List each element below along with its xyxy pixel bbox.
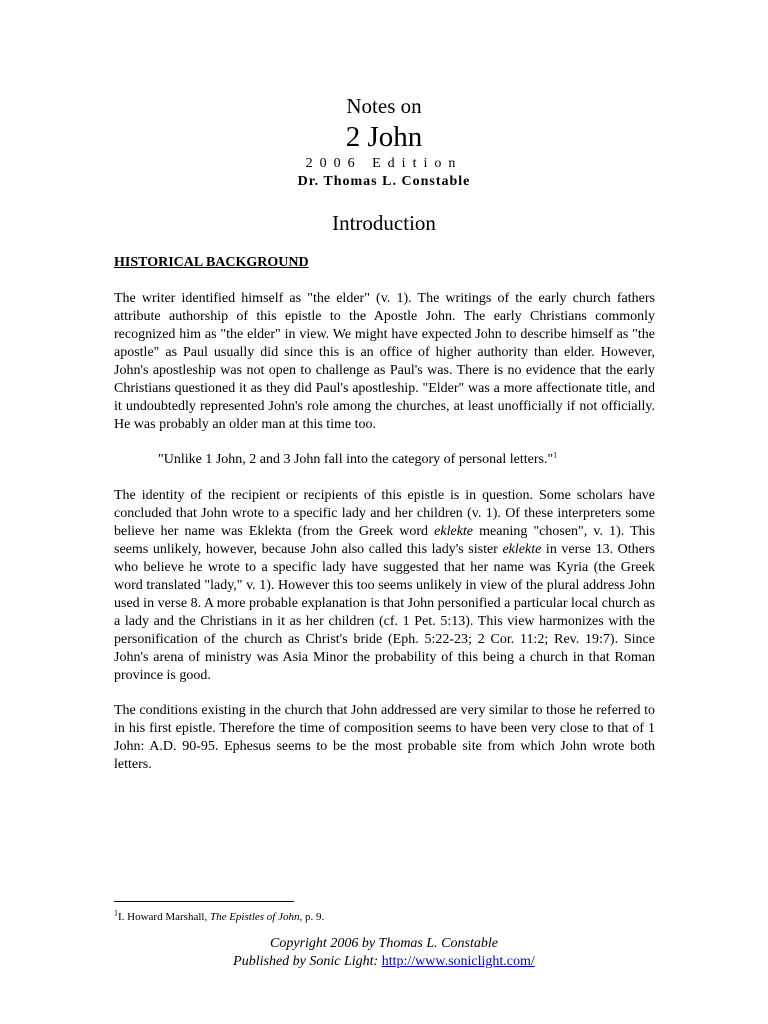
greek-word-1: eklekte — [434, 524, 474, 539]
paragraph-recipient — [114, 487, 655, 685]
publisher-link[interactable]: http://www.soniclight.com/ — [381, 954, 535, 969]
book-title: 2 John — [345, 121, 423, 153]
recipient-text-3: in verse 13. Others who believe he wrote to a specific lady have suggested that her name was Kyria (the Greek word translated "lady," v. 1). However this too seems unlikely in view of the plural address John used in verse 8. A more probable explanation is that John personified a particular local church as a lady and the Christians in it as her children (cf. 1 Pet. 5:13). This view harmonizes with the personification of the church as Christ's bride (Eph. 5:22-23; 2 Cor. 11:2; Rev. 19:7). Since John's arena of ministry was Asia Minor the probability of this being a church in that Roman province is good. — [114, 542, 655, 683]
footnote-book-title: The Epistles of John — [209, 911, 300, 923]
greek-word-2: eklekte — [502, 542, 542, 557]
section-heading: HISTORICAL BACKGROUND — [114, 255, 309, 270]
edition-label: 2006 Edition — [305, 156, 463, 171]
publisher-line — [0, 953, 768, 970]
recipient-text-1: The identity of the recipient or recipients of this epistle is in question. Some scholars have concluded that John wrote to a specific lady and her children (v. 1). Of these interpreters some believe her name was Eklekta (from the Greek word — [114, 488, 655, 539]
quote-text: "Unlike 1 John, 2 and 3 John fall into the category of personal letters." — [158, 452, 554, 467]
section-title: Introduction — [332, 211, 436, 235]
recipient-text-2: meaning "chosen", v. 1). This seems unlikely, however, because John also called this lady's sister — [114, 524, 655, 557]
notes-on-label: Notes on — [346, 94, 422, 118]
footnote-author: I. Howard Marshall, — [118, 911, 210, 923]
paragraph-date: The conditions existing in the church that John addressed are very similar to those he referred to in his first epistle. Therefore the time of composition seems to have been very close to that of 1 John: A.D. 90-95. Ephesus seems to be the most probable site from which John wrote both letters. — [114, 703, 655, 772]
footnote — [114, 910, 324, 924]
publisher-text: Published by Sonic Light: — [233, 954, 382, 969]
block-quote — [158, 451, 557, 469]
author-name: Dr. Thomas L. Constable — [297, 174, 471, 189]
footnote-divider — [114, 901, 294, 902]
paragraph-authorship: The writer identified himself as "the elder" (v. 1). The writings of the early church fathers attribute authorship of this epistle to the Apostle John. The early Christians commonly recognized him as "the elder" in view. We might have expected John to describe himself as "the apostle" as Paul usually did since this is an office of higher authority than elder. However, John's apostleship was not open to challenge as Paul's was. There is no evidence that the early Christians questioned it as they did Paul's apostleship. "Elder" was a more affectionate title, and it undoubtedly represented John's role among the churches, at least unofficially if not officially. He was probably an older man at this time too. — [114, 291, 655, 432]
footnote-reference: 1 — [553, 450, 558, 460]
footnote-page: , p. 9. — [299, 911, 325, 923]
copyright-line: Copyright 2006 by Thomas L. Constable — [270, 936, 498, 951]
footnote-number: 1 — [114, 908, 118, 918]
